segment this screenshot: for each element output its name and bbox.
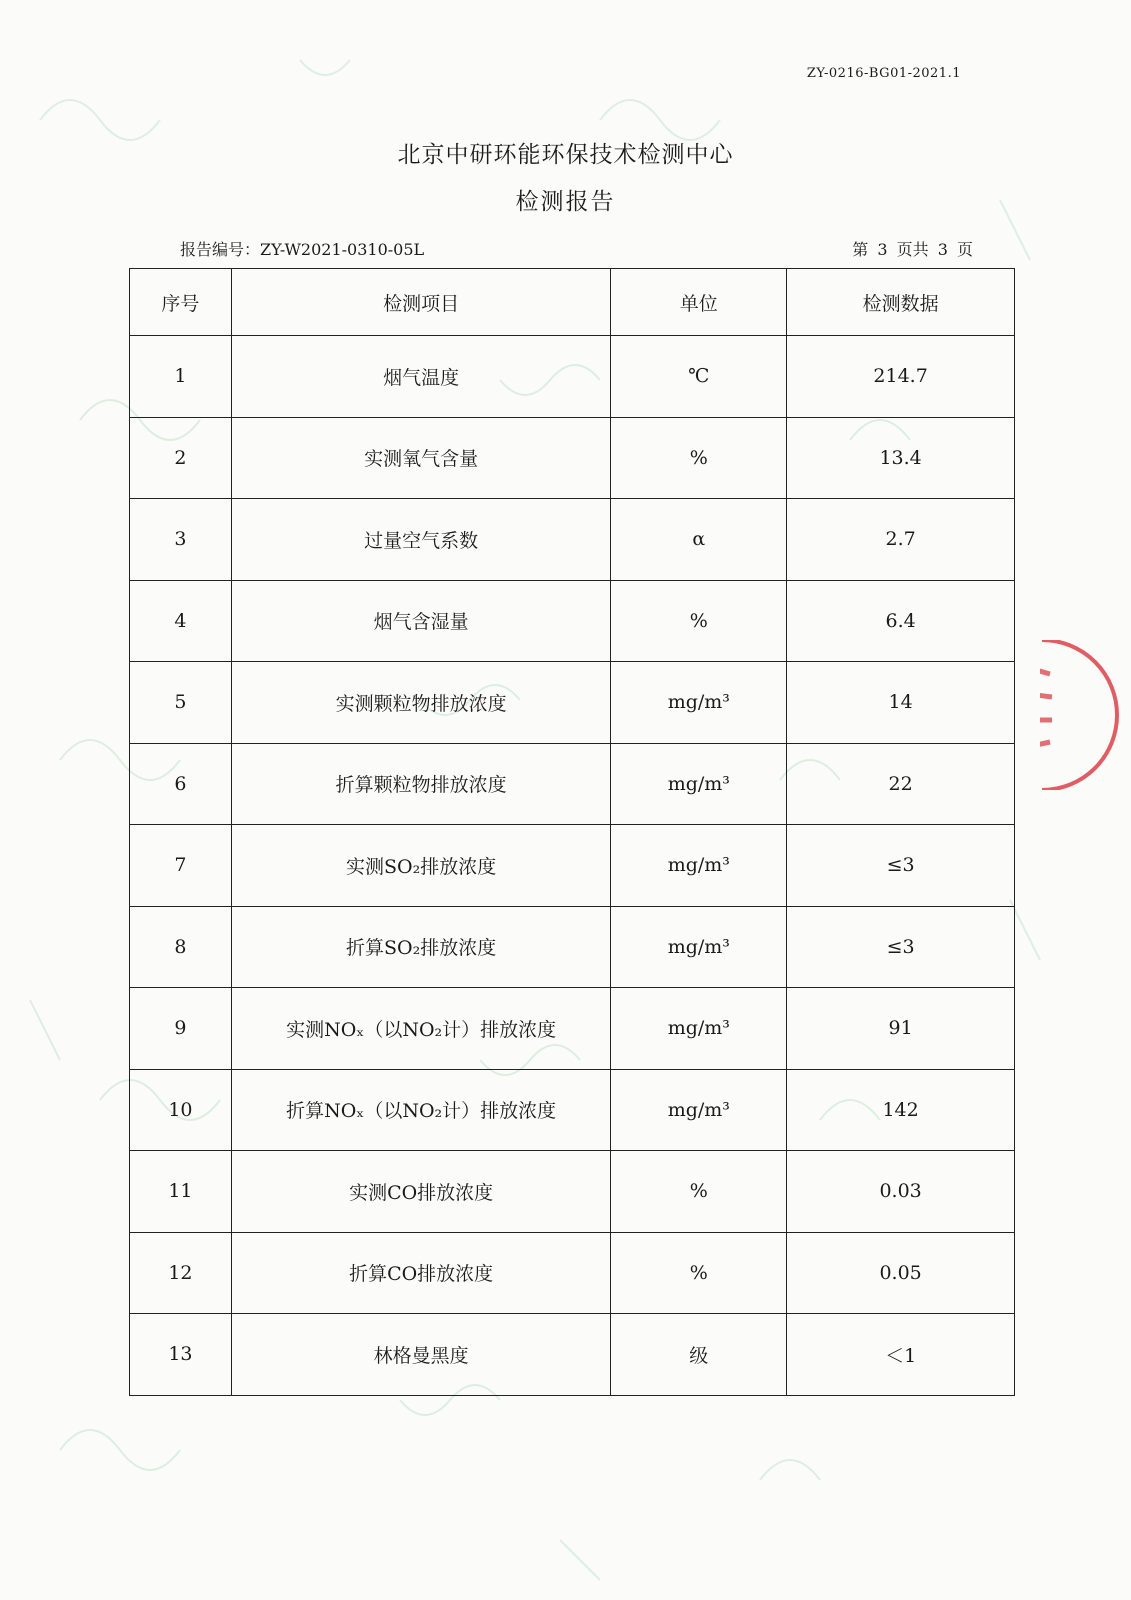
cell-value: 142 xyxy=(787,1069,1015,1151)
cell-value: ≤3 xyxy=(787,825,1015,907)
cell-unit: mg/m³ xyxy=(611,906,787,988)
cell-item: 实测颗粒物排放浓度 xyxy=(231,662,611,744)
table-row xyxy=(130,1151,1015,1233)
cell-unit: mg/m³ xyxy=(611,1069,787,1151)
cell-seq: 6 xyxy=(130,743,232,825)
cell-item: 实测NOₓ（以NO₂计）排放浓度 xyxy=(231,988,611,1070)
table-row xyxy=(130,662,1015,744)
cell-value: 6.4 xyxy=(787,580,1015,662)
table-row xyxy=(130,499,1015,581)
table-row xyxy=(130,1232,1015,1314)
cell-value: 214.7 xyxy=(787,336,1015,418)
cell-value: ≤3 xyxy=(787,906,1015,988)
report-number: 报告编号：ZY-W2021-0310-05L xyxy=(180,240,425,259)
cell-value: ＜1 xyxy=(787,1314,1015,1396)
cell-item: 折算CO排放浓度 xyxy=(231,1232,611,1314)
cell-item: 实测CO排放浓度 xyxy=(231,1151,611,1233)
cell-seq: 12 xyxy=(130,1232,232,1314)
cell-item: 实测氧气含量 xyxy=(231,417,611,499)
cell-item: 林格曼黑度 xyxy=(231,1314,611,1396)
organization-name: 北京中研环能环保技术检测中心 xyxy=(397,142,734,168)
cell-seq: 7 xyxy=(130,825,232,907)
cell-value: 2.7 xyxy=(787,499,1015,581)
table-row xyxy=(130,1069,1015,1151)
cell-unit: 级 xyxy=(611,1314,787,1396)
cell-seq: 11 xyxy=(130,1151,232,1233)
table-row xyxy=(130,906,1015,988)
cell-item: 过量空气系数 xyxy=(231,499,611,581)
table-row xyxy=(130,580,1015,662)
cell-value: 0.05 xyxy=(787,1232,1015,1314)
cell-unit: α xyxy=(611,499,787,581)
cell-seq: 9 xyxy=(130,988,232,1070)
table-row xyxy=(130,336,1015,418)
cell-unit: % xyxy=(611,580,787,662)
cell-seq: 10 xyxy=(130,1069,232,1151)
cell-unit: ℃ xyxy=(611,336,787,418)
table-row xyxy=(130,417,1015,499)
cell-unit: % xyxy=(611,1232,787,1314)
cell-item: 折算SO₂排放浓度 xyxy=(231,906,611,988)
form-code: ZY-0216-BG01-2021.1 xyxy=(806,66,961,81)
cell-seq: 13 xyxy=(130,1314,232,1396)
header-unit: 单位 xyxy=(611,269,787,336)
cell-seq: 4 xyxy=(130,580,232,662)
cell-item: 折算NOₓ（以NO₂计）排放浓度 xyxy=(231,1069,611,1151)
cell-seq: 2 xyxy=(130,417,232,499)
cell-value: 0.03 xyxy=(787,1151,1015,1233)
cell-unit: mg/m³ xyxy=(611,988,787,1070)
header-item: 检测项目 xyxy=(231,269,611,336)
cell-seq: 1 xyxy=(130,336,232,418)
cell-seq: 5 xyxy=(130,662,232,744)
cell-seq: 3 xyxy=(130,499,232,581)
cell-value: 22 xyxy=(787,743,1015,825)
cell-unit: mg/m³ xyxy=(611,743,787,825)
table-row xyxy=(130,743,1015,825)
header-seq: 序号 xyxy=(130,269,232,336)
cell-value: 13.4 xyxy=(787,417,1015,499)
page-info: 第 3 页共 3 页 xyxy=(852,240,973,259)
cell-unit: mg/m³ xyxy=(611,825,787,907)
header-value: 检测数据 xyxy=(787,269,1015,336)
document-title: 检测报告 xyxy=(515,189,616,215)
table-row xyxy=(130,988,1015,1070)
table-header-row xyxy=(130,269,1015,336)
cell-item: 折算颗粒物排放浓度 xyxy=(231,743,611,825)
table-row xyxy=(130,1314,1015,1396)
cell-unit: mg/m³ xyxy=(611,662,787,744)
cell-unit: % xyxy=(611,417,787,499)
cell-seq: 8 xyxy=(130,906,232,988)
cell-value: 91 xyxy=(787,988,1015,1070)
cell-item: 烟气温度 xyxy=(231,336,611,418)
table-row xyxy=(130,825,1015,907)
cell-unit: % xyxy=(611,1151,787,1233)
results-table xyxy=(129,268,1015,1396)
cell-item: 实测SO₂排放浓度 xyxy=(231,825,611,907)
red-inspection-seal-icon xyxy=(1040,640,1120,790)
cell-item: 烟气含湿量 xyxy=(231,580,611,662)
cell-value: 14 xyxy=(787,662,1015,744)
